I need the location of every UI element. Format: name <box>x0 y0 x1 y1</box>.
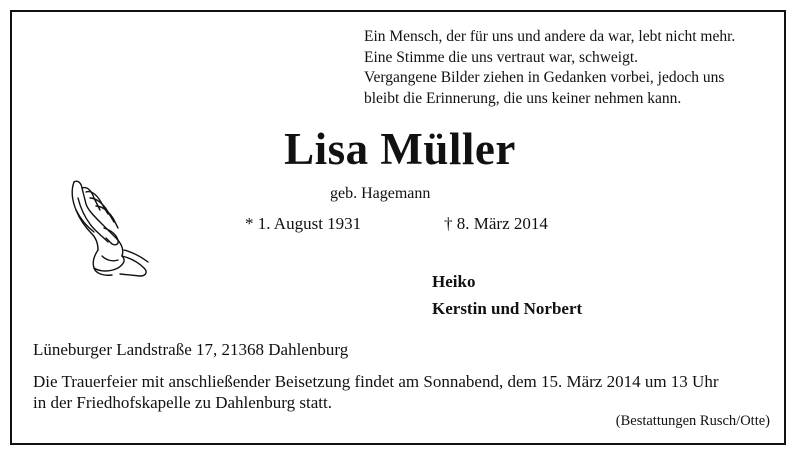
birth-date: * 1. August 1931 <box>245 214 362 233</box>
poem-line: Eine Stimme die uns vertraut war, schweigt. <box>364 48 639 66</box>
address: Lüneburger Landstraße 17, 21368 Dahlenburg <box>33 340 349 359</box>
undertaker: (Bestattungen Rusch/Otte) <box>615 413 770 429</box>
poem-line: bleibt die Erinnerung, die uns keiner nehmen kann. <box>364 89 682 107</box>
poem <box>364 27 735 109</box>
poem-line: Ein Mensch, der für uns und andere da war, lebt nicht mehr. <box>364 28 736 45</box>
funeral-notice <box>33 371 719 413</box>
poem-line: Vergangene Bilder ziehen in Gedanken vorbei, jedoch uns <box>364 69 725 86</box>
praying-hands-icon <box>64 176 160 280</box>
mourners <box>432 268 582 322</box>
mourner-name: Kerstin und Norbert <box>432 299 583 318</box>
maiden-name: geb. Hagemann <box>330 185 431 202</box>
mourner-name: Heiko <box>432 272 476 291</box>
death-date: † 8. März 2014 <box>444 214 548 233</box>
deceased-name: Lisa Müller <box>284 124 516 174</box>
notice-line: Die Trauerfeier mit anschließender Beisetzung findet am Sonnabend, dem 15. März 2014 um 13 Uhr <box>33 372 719 391</box>
notice-line: in der Friedhofskapelle zu Dahlenburg statt. <box>33 393 332 412</box>
